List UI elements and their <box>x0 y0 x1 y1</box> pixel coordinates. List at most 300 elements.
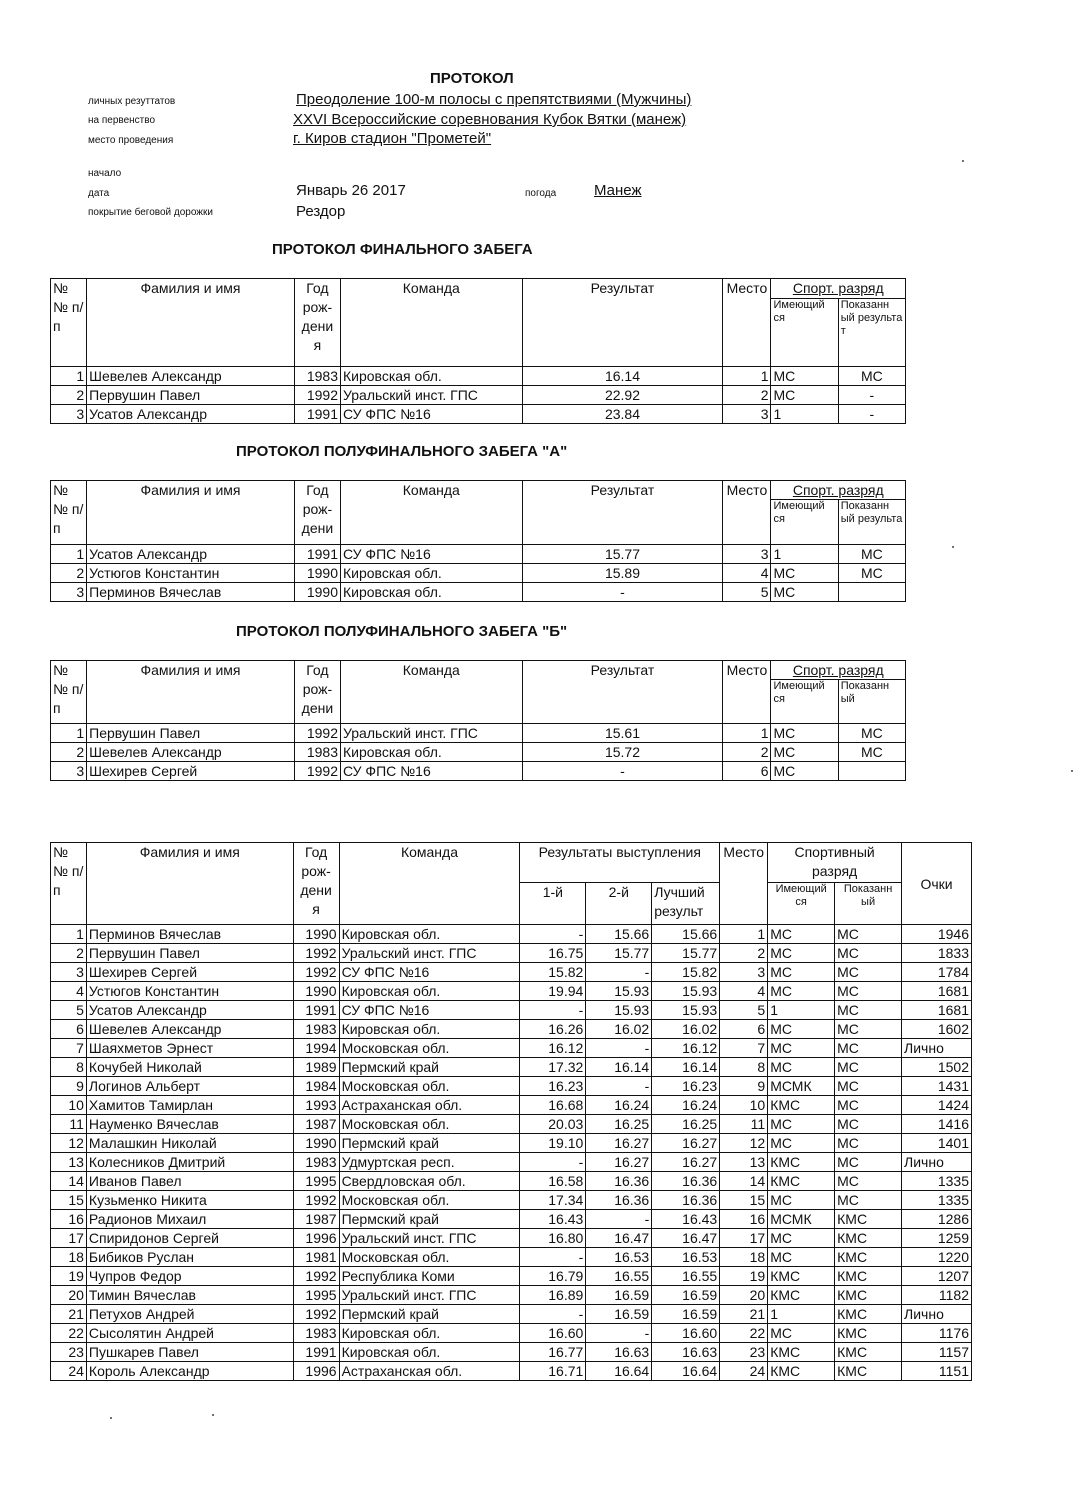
year-header: Год рож- дени я <box>294 279 340 367</box>
rank-has-value: 1 <box>771 545 838 564</box>
best-result-value: 16.64 <box>652 1362 720 1381</box>
final-table <box>50 278 906 424</box>
team-name: Уральский инст. ГПС <box>341 386 523 405</box>
place-value: 1 <box>723 367 771 386</box>
athlete-name: Малашкин Николай <box>86 1134 293 1153</box>
table-row <box>51 1191 972 1210</box>
num-header: № № п/п <box>51 843 87 925</box>
rank-has-header: Имеющий ся <box>768 883 835 925</box>
venue-value: г. Киров стадион "Прометей" <box>293 130 492 147</box>
table-row <box>51 1267 972 1286</box>
row-number: 20 <box>51 1286 87 1305</box>
team-name: СУ ФПС №16 <box>339 1001 520 1020</box>
team-name: Кировская обл. <box>339 1020 520 1039</box>
rank-header: Спортивный разряд <box>768 843 902 883</box>
birth-year: 1992 <box>294 724 340 743</box>
best-result-value: 16.27 <box>652 1153 720 1172</box>
year-header: Год рож- дени <box>294 661 340 724</box>
attempt-1-value: 16.75 <box>520 944 586 963</box>
table-row <box>51 1020 972 1039</box>
scan-speck <box>952 546 954 548</box>
row-number: 1 <box>51 724 87 743</box>
athlete-name: Сысолятин Андрей <box>86 1324 293 1343</box>
birth-year: 1991 <box>294 545 340 564</box>
athlete-name: Кочубей Николай <box>86 1058 293 1077</box>
rank-has-value: МС <box>768 1248 835 1267</box>
attempt-2-value: 16.59 <box>586 1286 652 1305</box>
table-row <box>51 1058 972 1077</box>
team-header: Команда <box>341 661 523 724</box>
attempt-2-value: 16.27 <box>586 1134 652 1153</box>
best-result-value: 16.25 <box>652 1115 720 1134</box>
athlete-name: Шевелев Александр <box>86 1020 293 1039</box>
place-value: 22 <box>720 1324 768 1343</box>
place-value: 24 <box>720 1362 768 1381</box>
attempt-2-value: - <box>586 1077 652 1096</box>
row-number: 5 <box>51 1001 87 1020</box>
place-value: 3 <box>720 963 768 982</box>
attempt-1-value: 17.32 <box>520 1058 586 1077</box>
athlete-name: Первушин Павел <box>87 724 295 743</box>
best-result-value: 16.59 <box>652 1286 720 1305</box>
team-name: Уральский инст. ГПС <box>339 944 520 963</box>
rank-has-value: МС <box>771 724 838 743</box>
rank-has-value: КМС <box>768 1362 835 1381</box>
place-value: 15 <box>720 1191 768 1210</box>
year-header: Год рож- дени <box>294 481 340 545</box>
place-value: 2 <box>720 944 768 963</box>
name-header: Фамилия и имя <box>87 661 295 724</box>
rank-shown-value: МС <box>835 1115 902 1134</box>
rank-shown-value: МС <box>838 743 905 762</box>
name-header: Фамилия и имя <box>86 843 293 925</box>
rank-has-value: МС <box>771 367 838 386</box>
num-header: № № п/п <box>51 661 87 724</box>
attempt-2-value: - <box>586 1210 652 1229</box>
result-value: 23.84 <box>522 405 723 424</box>
attempt-2-value: 15.93 <box>586 1001 652 1020</box>
table-row <box>51 1229 972 1248</box>
row-number: 2 <box>51 944 87 963</box>
rank-has-value: МС <box>768 1058 835 1077</box>
points-value: 1502 <box>902 1058 972 1077</box>
rank-shown-header: Показанн ый <box>835 883 902 925</box>
athlete-name: Радионов Михаил <box>86 1210 293 1229</box>
birth-year: 1995 <box>293 1172 339 1191</box>
points-value: 1335 <box>902 1191 972 1210</box>
attempt-1-value: 16.43 <box>520 1210 586 1229</box>
best-result-value: 16.55 <box>652 1267 720 1286</box>
rank-has-value: МС <box>771 564 838 583</box>
row-number: 1 <box>51 367 87 386</box>
table-row <box>51 583 906 602</box>
name-header: Фамилия и имя <box>87 279 295 367</box>
points-value: 1416 <box>902 1115 972 1134</box>
attempt-1-value: 16.71 <box>520 1362 586 1381</box>
table-row <box>51 1153 972 1172</box>
team-name: СУ ФПС №16 <box>341 545 523 564</box>
attempt-1-value: 17.34 <box>520 1191 586 1210</box>
result-value: - <box>522 762 723 781</box>
rank-shown-value: КМС <box>835 1248 902 1267</box>
row-number: 1 <box>51 545 87 564</box>
attempt-1-value: - <box>520 1001 586 1020</box>
birth-year: 1992 <box>294 762 340 781</box>
attempt-1-value: 16.80 <box>520 1229 586 1248</box>
row-number: 12 <box>51 1134 87 1153</box>
points-value: Лично <box>902 1305 972 1324</box>
place-value: 6 <box>720 1020 768 1039</box>
best-result-value: 16.47 <box>652 1229 720 1248</box>
rank-has-value: 1 <box>768 1001 835 1020</box>
points-value: 1946 <box>902 925 972 944</box>
birth-year: 1984 <box>293 1077 339 1096</box>
rank-shown-value: МС <box>835 1134 902 1153</box>
rank-shown-value: - <box>838 386 905 405</box>
row-number: 3 <box>51 963 87 982</box>
place-value: 11 <box>720 1115 768 1134</box>
row-number: 24 <box>51 1362 87 1381</box>
attempt-1-value: 16.58 <box>520 1172 586 1191</box>
table-row <box>51 1077 972 1096</box>
team-name: Кировская обл. <box>339 982 520 1001</box>
best-result-value: 15.82 <box>652 963 720 982</box>
points-value: 1207 <box>902 1267 972 1286</box>
team-name: Уральский инст. ГПС <box>339 1286 520 1305</box>
semi-a-title: ПРОТОКОЛ ПОЛУФИНАЛЬНОГО ЗАБЕГА "А" <box>236 443 568 460</box>
row-number: 2 <box>51 743 87 762</box>
birth-year: 1983 <box>293 1020 339 1039</box>
rank-header: Спорт. разряд <box>771 661 906 680</box>
athlete-name: Науменко Вячеслав <box>86 1115 293 1134</box>
rank-has-value: МС <box>771 583 838 602</box>
rank-shown-value: МС <box>835 963 902 982</box>
athlete-name: Иванов Павел <box>86 1172 293 1191</box>
place-value: 14 <box>720 1172 768 1191</box>
r1-header: 1-й <box>520 883 586 925</box>
place-value: 17 <box>720 1229 768 1248</box>
points-value: Лично <box>902 1039 972 1058</box>
result-value: 15.77 <box>522 545 723 564</box>
row-number: 9 <box>51 1077 87 1096</box>
rank-shown-value: МС <box>838 564 905 583</box>
rank-has-value: КМС <box>768 1172 835 1191</box>
place-value: 4 <box>720 982 768 1001</box>
venue-label: место проведения <box>88 135 174 146</box>
rank-shown-value: МС <box>838 367 905 386</box>
attempt-1-value: - <box>520 1153 586 1172</box>
attempt-2-value: 16.64 <box>586 1362 652 1381</box>
table-row <box>51 1362 972 1381</box>
semi-a-table <box>50 480 906 602</box>
points-header: Очки <box>902 843 972 925</box>
best-result-value: 16.12 <box>652 1039 720 1058</box>
rank-has-value: КМС <box>768 1153 835 1172</box>
attempt-1-value: - <box>520 925 586 944</box>
r2-header: 2-й <box>586 883 652 925</box>
row-number: 14 <box>51 1172 87 1191</box>
weather-value: Манеж <box>594 182 642 199</box>
birth-year: 1990 <box>293 982 339 1001</box>
place-header: Место <box>720 843 768 925</box>
start-label: начало <box>88 168 122 179</box>
row-number: 13 <box>51 1153 87 1172</box>
athlete-name: Перминов Вячеслав <box>87 583 295 602</box>
place-value: 1 <box>720 925 768 944</box>
place-value: 4 <box>723 564 771 583</box>
athlete-name: Логинов Альберт <box>86 1077 293 1096</box>
place-value: 1 <box>723 724 771 743</box>
best-result-value: 16.63 <box>652 1343 720 1362</box>
place-value: 13 <box>720 1153 768 1172</box>
team-name: Кировская обл. <box>339 1343 520 1362</box>
athlete-name: Тимин Вячеслав <box>86 1286 293 1305</box>
birth-year: 1996 <box>293 1362 339 1381</box>
team-name: Астраханская обл. <box>339 1362 520 1381</box>
results-label: личных резуттатов <box>88 96 176 107</box>
best-result-value: 16.60 <box>652 1324 720 1343</box>
birth-year: 1992 <box>293 1267 339 1286</box>
rank-shown-value: КМС <box>835 1229 902 1248</box>
birth-year: 1987 <box>293 1210 339 1229</box>
rank-has-value: МС <box>768 1191 835 1210</box>
attempt-1-value: - <box>520 1248 586 1267</box>
attempt-2-value: 16.53 <box>586 1248 652 1267</box>
birth-year: 1991 <box>294 405 340 424</box>
birth-year: 1992 <box>293 1191 339 1210</box>
attempt-1-value: 19.10 <box>520 1134 586 1153</box>
birth-year: 1987 <box>293 1115 339 1134</box>
athlete-name: Шехирев Сергей <box>87 762 295 781</box>
rank-has-value: КМС <box>768 1286 835 1305</box>
team-name: Кировская обл. <box>339 925 520 944</box>
birth-year: 1995 <box>293 1286 339 1305</box>
row-number: 3 <box>51 762 87 781</box>
row-number: 11 <box>51 1115 87 1134</box>
num-header: № № п/п <box>51 481 87 545</box>
rank-shown-value: МС <box>835 1001 902 1020</box>
row-number: 21 <box>51 1305 87 1324</box>
rank-has-value: МСМК <box>768 1077 835 1096</box>
team-name: Кировская обл. <box>339 1324 520 1343</box>
rank-shown-value: КМС <box>835 1267 902 1286</box>
best-result-value: 16.02 <box>652 1020 720 1039</box>
place-value: 23 <box>720 1343 768 1362</box>
table-row <box>51 724 906 743</box>
rank-shown-value: МС <box>835 982 902 1001</box>
best-result-value: 16.14 <box>652 1058 720 1077</box>
attempt-2-value: 16.63 <box>586 1343 652 1362</box>
row-number: 1 <box>51 925 87 944</box>
rank-has-value: МС <box>771 762 838 781</box>
best-result-value: 16.23 <box>652 1077 720 1096</box>
row-number: 6 <box>51 1020 87 1039</box>
scan-speck <box>1071 770 1073 772</box>
birth-year: 1991 <box>293 1001 339 1020</box>
athlete-name: Петухов Андрей <box>86 1305 293 1324</box>
birth-year: 1990 <box>294 564 340 583</box>
place-value: 10 <box>720 1096 768 1115</box>
place-value: 6 <box>723 762 771 781</box>
place-value: 12 <box>720 1134 768 1153</box>
birth-year: 1983 <box>293 1153 339 1172</box>
team-name: СУ ФПС №16 <box>341 762 523 781</box>
rank-shown-value: МС <box>835 944 902 963</box>
year-header: Год рож- дени я <box>293 843 339 925</box>
team-name: Астраханская обл. <box>339 1096 520 1115</box>
rank-has-value: 1 <box>768 1305 835 1324</box>
points-value: 1157 <box>902 1343 972 1362</box>
rank-shown-value <box>838 583 905 602</box>
attempt-2-value: - <box>586 963 652 982</box>
place-value: 7 <box>720 1039 768 1058</box>
rank-has-value: МС <box>768 944 835 963</box>
attempt-2-value: 16.36 <box>586 1172 652 1191</box>
name-header: Фамилия и имя <box>87 481 295 545</box>
rank-has-value: МС <box>768 1115 835 1134</box>
team-name: Пермский край <box>339 1210 520 1229</box>
table-row <box>51 1115 972 1134</box>
points-value: 1681 <box>902 1001 972 1020</box>
birth-year: 1992 <box>294 386 340 405</box>
athlete-name: Хамитов Тамирлан <box>86 1096 293 1115</box>
place-header: Место <box>723 279 771 367</box>
points-value: 1151 <box>902 1362 972 1381</box>
team-name: СУ ФПС №16 <box>339 963 520 982</box>
points-value: 1681 <box>902 982 972 1001</box>
team-name: Московская обл. <box>339 1039 520 1058</box>
points-value: 1833 <box>902 944 972 963</box>
birth-year: 1994 <box>293 1039 339 1058</box>
rank-shown-value: МС <box>838 545 905 564</box>
best-result-value: 16.24 <box>652 1096 720 1115</box>
table-row <box>51 1134 972 1153</box>
place-value: 2 <box>723 743 771 762</box>
rank-shown-value: МС <box>835 1077 902 1096</box>
birth-year: 1996 <box>293 1229 339 1248</box>
athlete-name: Усатов Александр <box>87 545 295 564</box>
points-value: 1286 <box>902 1210 972 1229</box>
rank-has-value: МС <box>771 386 838 405</box>
rank-has-value: МС <box>768 1039 835 1058</box>
document-title: ПРОТОКОЛ <box>430 70 514 87</box>
result-value: - <box>522 583 723 602</box>
result-header: Результат <box>522 661 723 724</box>
points-value: 1784 <box>902 963 972 982</box>
athlete-name: Устюгов Константин <box>87 564 295 583</box>
place-header: Место <box>723 481 771 545</box>
rank-has-value: МС <box>768 1134 835 1153</box>
attempt-1-value: 16.23 <box>520 1077 586 1096</box>
team-name: СУ ФПС №16 <box>341 405 523 424</box>
birth-year: 1992 <box>293 944 339 963</box>
place-value: 20 <box>720 1286 768 1305</box>
team-header: Команда <box>339 843 520 925</box>
team-name: Московская обл. <box>339 1115 520 1134</box>
points-value: 1602 <box>902 1020 972 1039</box>
athlete-name: Усатов Александр <box>87 405 295 424</box>
rank-shown-value: МС <box>835 1058 902 1077</box>
rank-has-value: МС <box>768 925 835 944</box>
rank-shown-value: МС <box>835 1039 902 1058</box>
table-row <box>51 367 906 386</box>
best-result-value: 16.59 <box>652 1305 720 1324</box>
row-number: 4 <box>51 982 87 1001</box>
rank-shown-header: Показанн ый <box>838 680 905 724</box>
result-value: 22.92 <box>522 386 723 405</box>
team-name: Свердловская обл. <box>339 1172 520 1191</box>
date-value: Январь 26 2017 <box>296 182 406 199</box>
team-name: Удмуртская респ. <box>339 1153 520 1172</box>
rank-shown-value: КМС <box>835 1324 902 1343</box>
scan-speck <box>212 1414 214 1416</box>
birth-year: 1990 <box>293 1134 339 1153</box>
best-result-value: 15.66 <box>652 925 720 944</box>
best-result-value: 16.53 <box>652 1248 720 1267</box>
overall-table <box>50 842 972 1381</box>
team-name: Московская обл. <box>339 1077 520 1096</box>
rank-shown-header: Показанн ый результа т <box>838 299 905 367</box>
row-number: 8 <box>51 1058 87 1077</box>
rank-has-value: МС <box>768 1324 835 1343</box>
attempt-2-value: 16.36 <box>586 1191 652 1210</box>
date-label: дата <box>88 188 110 199</box>
team-name: Пермский край <box>339 1134 520 1153</box>
attempt-1-value: 16.26 <box>520 1020 586 1039</box>
table-row <box>51 925 972 944</box>
rank-has-value: МС <box>768 982 835 1001</box>
athlete-name: Король Александр <box>86 1362 293 1381</box>
rank-has-value: 1 <box>771 405 838 424</box>
points-value: 1182 <box>902 1286 972 1305</box>
birth-year: 1992 <box>293 1305 339 1324</box>
rank-shown-value: МС <box>835 1020 902 1039</box>
attempt-2-value: 16.47 <box>586 1229 652 1248</box>
scan-speck <box>962 160 964 162</box>
athlete-name: Пушкарев Павел <box>86 1343 293 1362</box>
semi-b-title: ПРОТОКОЛ ПОЛУФИНАЛЬНОГО ЗАБЕГА "Б" <box>236 623 568 640</box>
table-row <box>51 1096 972 1115</box>
attempt-2-value: 16.55 <box>586 1267 652 1286</box>
attempt-2-value: 16.25 <box>586 1115 652 1134</box>
rank-shown-value: КМС <box>835 1362 902 1381</box>
table-row <box>51 1286 972 1305</box>
athlete-name: Кузьменко Никита <box>86 1191 293 1210</box>
attempt-1-value: 16.77 <box>520 1343 586 1362</box>
result-header: Результат <box>522 279 723 367</box>
row-number: 19 <box>51 1267 87 1286</box>
team-name: Уральский инст. ГПС <box>339 1229 520 1248</box>
birth-year: 1983 <box>294 743 340 762</box>
attempt-1-value: 16.79 <box>520 1267 586 1286</box>
table-row <box>51 1001 972 1020</box>
table-row <box>51 944 972 963</box>
final-title: ПРОТОКОЛ ФИНАЛЬНОГО ЗАБЕГА <box>272 241 533 258</box>
rank-shown-value: МС <box>835 1153 902 1172</box>
attempt-2-value: - <box>586 1039 652 1058</box>
best-result-value: 15.93 <box>652 1001 720 1020</box>
attempt-2-value: 16.02 <box>586 1020 652 1039</box>
place-value: 3 <box>723 545 771 564</box>
place-value: 9 <box>720 1077 768 1096</box>
birth-year: 1983 <box>294 367 340 386</box>
place-header: Место <box>723 661 771 724</box>
rank-shown-value: КМС <box>835 1210 902 1229</box>
rank-shown-value: МС <box>835 1096 902 1115</box>
birth-year: 1990 <box>293 925 339 944</box>
best-result-value: 16.36 <box>652 1172 720 1191</box>
table-row <box>51 1248 972 1267</box>
